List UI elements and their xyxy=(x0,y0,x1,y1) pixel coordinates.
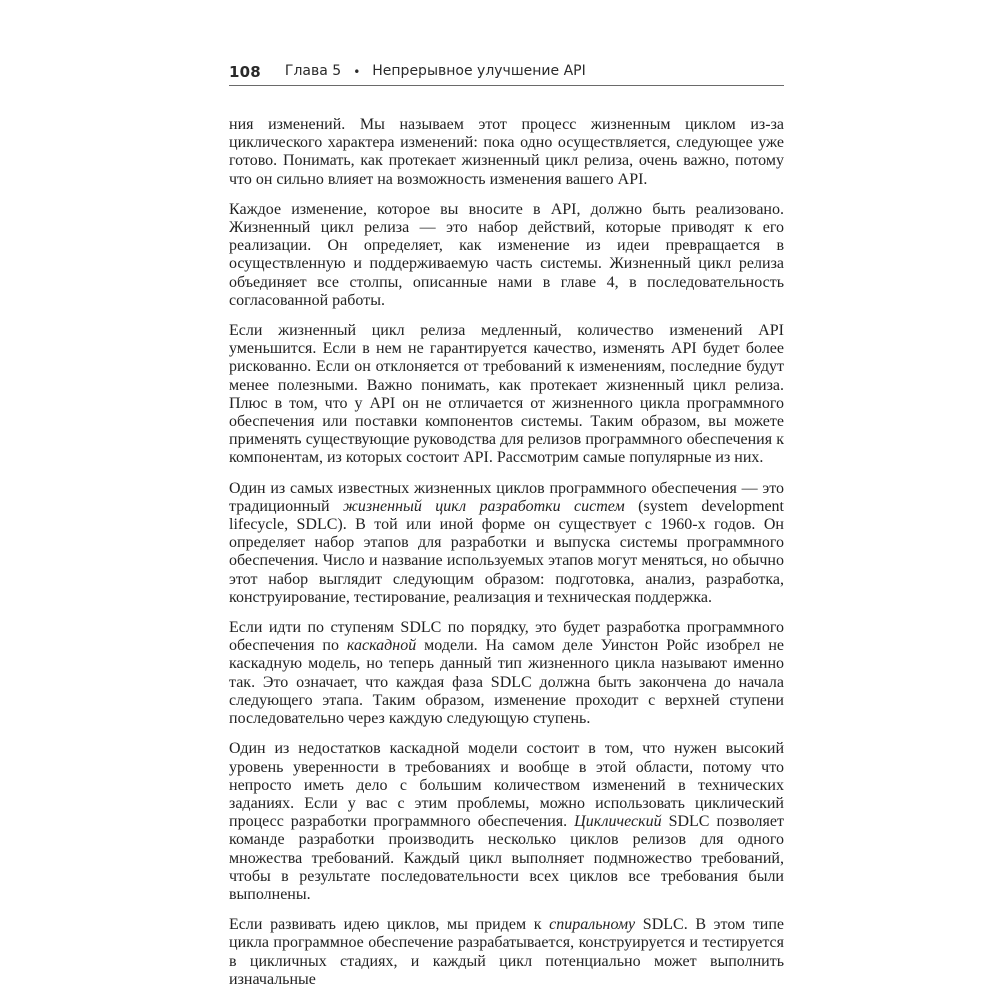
running-header xyxy=(229,63,784,86)
paragraph-text: SDLC. В этом типе цикла программное обеспечение разрабатывается, конструируется и тестируется в цикличных стадиях, и каждый цикл потенциально может выполнить изначальные xyxy=(229,916,784,988)
paragraph-text: Если идти по ступеням SDLC по порядку, это будет разработка программного обеспечения по xyxy=(229,619,784,655)
chapter-label: Глава 5 xyxy=(284,63,342,79)
emphasis-waterfall: каскадной xyxy=(346,637,417,655)
paragraph-text: Если жизненный цикл релиза медленный, количество изменений API уменьшится. Если в нем не гарантируется качество, изменять API будет более рискованно. Если он отклоняется от требований к изменениям, последние будут менее полезными. Важно понимать, как протекает жизненный цикл релиза. Плюс в том, что у API он не отличается от жизненного цикла программного обеспечения или поставки компонентов системы. Таким образом, вы можете применять существующие руководства для релизов программного обеспечения к компонентам, из которых состоит API. Рассмотрим самые популярные из них. xyxy=(229,322,784,467)
paragraph-text: SDLC позволяет команде разработки производить несколько циклов релизов для одного множества требований. Каждый цикл выполняет подмножество требований, чтобы в результате последовательности всех циклов все требования были выполнены. xyxy=(229,813,784,903)
paragraph-text: Один из недостатков каскадной модели состоит в том, что нужен высокий уровень уверенности в требованиях и вообще в этой области, потому что непросто иметь дело с большим количеством изменений в технических заданиях. Если у вас с этим проблемы, можно использовать циклический процесс разработки программного обеспечения. xyxy=(229,740,784,831)
paragraph-6 xyxy=(229,740,784,904)
emphasis-sdlc-term: жизненный цикл разработки систем xyxy=(342,497,625,515)
paragraph-1 xyxy=(229,116,784,189)
chapter-title: Непрерывное улучшение API xyxy=(372,63,586,79)
emphasis-cyclic: Циклический xyxy=(574,813,662,831)
body-text xyxy=(229,116,784,1001)
paragraph-3 xyxy=(229,322,784,468)
paragraph-7 xyxy=(229,916,784,989)
paragraph-5 xyxy=(229,619,784,728)
page-number: 108 xyxy=(229,63,261,81)
paragraph-text: модели. На самом деле Уинстон Ройс изобрел не каскадную модель, но теперь данный тип жизненного цикла называют именно так. Это означает, что каждая фаза SDLC должна быть закончена до начала следующего этапа. Таким образом, изменение проходит с верхней ступени последовательно через каждую следующую ступень. xyxy=(229,637,784,728)
paragraph-text: ния изменений. Мы называем этот процесс жизненным циклом из-за циклического характера изменений: пока одно осуществляется, следующее уже готово. Понимать, как протекает жизненный цикл релиза, очень важно, потому что он сильно влияет на возможность изменения вашего API. xyxy=(229,116,784,188)
paragraph-text: Один из самых известных жизненных циклов программного обеспечения — это традиционный xyxy=(229,479,784,515)
paragraph-2 xyxy=(229,201,784,310)
paragraph-text: Если развивать идею циклов, мы придем к xyxy=(229,916,550,934)
emphasis-spiral: спиральному xyxy=(549,916,636,934)
paragraph-text: Каждое изменение, которое вы вносите в API, должно быть реализовано. Жизненный цикл релиза — это набор действий, которые приводят к его реализации. Он определяет, как изменение из идеи превращается в осуществленную и поддерживаемую часть системы. Жизненный цикл релиза объединяет все столпы, описанные нами в главе 4, в последовательность согласованной работы. xyxy=(229,200,784,309)
header-separator: • xyxy=(353,65,361,79)
paragraph-text: (system development lifecycle, SDLC). В той или иной форме он существует с 1960-х годов. Он определяет набор этапов для разработки и выпуска системы программного обеспечения. Число и название используемых этапов могут меняться, но обычно этот набор выглядит следующим образом: подготовка, анализ, разработка, конструирование, тестирование, реализация и техническая поддержка. xyxy=(229,497,784,606)
paragraph-4 xyxy=(229,480,784,607)
